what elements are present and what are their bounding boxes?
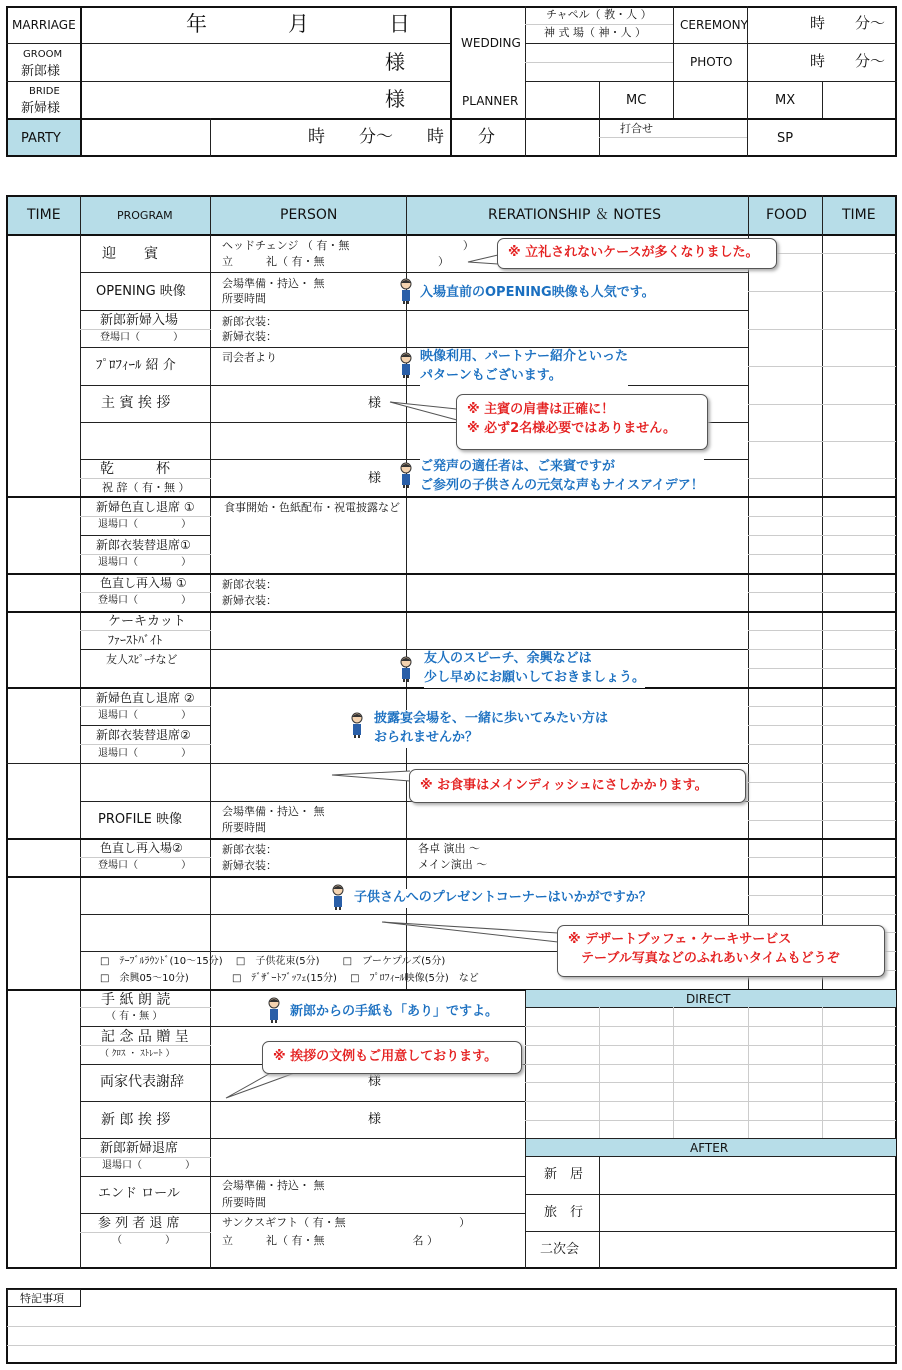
col-time-2: TIME xyxy=(842,207,876,223)
exit-door-3: 退場口（ ） xyxy=(98,710,192,721)
staff-icon xyxy=(398,278,414,304)
program-couple-exit: 新郎新婦退席 xyxy=(100,1141,179,1156)
thanks-gift: サンクスギフト（ 有・無 ） xyxy=(222,1216,471,1229)
groom-costume: 新郎衣装： xyxy=(222,315,277,328)
after-title: AFTER xyxy=(690,1141,729,1155)
ceremony-label: CEREMONY xyxy=(680,18,748,32)
callout-standing-bow: ※ 立礼されないケースが多くなりました。 xyxy=(497,238,777,269)
program-groom-retreat-2: 新郎衣装替退席② xyxy=(96,728,191,742)
special-notes-label: 特記事項 xyxy=(20,1292,64,1305)
main-performance: メイン演出 ～ xyxy=(418,858,488,871)
person-standing-bow: 立 礼（ 有・無 ） xyxy=(222,255,449,268)
program-guests-exit: 参 列 者 退 席 xyxy=(98,1216,180,1231)
toast-speech: 祝 辞（ 有・無 ） xyxy=(102,481,190,494)
callout-opening-video: 入場直前のOPENING映像も人気です。 xyxy=(420,284,655,303)
marriage-label: MARRIAGE xyxy=(12,18,76,32)
person-duration: 所要時間 xyxy=(222,292,266,305)
program-letter-reading: 手 紙 朗 読 xyxy=(101,992,171,1008)
col-time: TIME xyxy=(27,207,61,223)
callout-dessert-buffet: ※ デザートブッフェ・ケーキサービス テーブル写真などのふれあいタイムもどうぞ xyxy=(557,925,885,977)
program-welcome: 迎 賓 xyxy=(102,246,158,262)
program-family-thanks: 両家代表謝辞 xyxy=(100,1074,184,1090)
groom-costume-2: 新郎衣装： xyxy=(222,578,277,591)
callout-kids-present: 子供さんへのプレゼントコーナーはいかがですか？ xyxy=(354,889,652,908)
exit-door-2: 退場口（ ） xyxy=(98,557,192,568)
program-bride-retreat-1: 新婦色直し退席 ① xyxy=(96,500,195,514)
exit-door-1: 退場口（ ） xyxy=(98,519,192,530)
date-month: 月 xyxy=(288,12,309,36)
person-prep-3: 会場準備・持込・ 無 xyxy=(222,1179,325,1192)
mc-label: MC xyxy=(626,93,647,108)
program-couple-entrance: 新郎新婦入場 xyxy=(100,313,179,328)
shrine-label: 神 式 場（ 神・人 ） xyxy=(544,26,646,39)
photo-time: 時 分～ xyxy=(810,52,886,70)
exit-door-5: 退場口（ ） xyxy=(102,1160,196,1171)
program-opening-video: OPENING 映像 xyxy=(96,284,186,299)
program-friend-speech: 友人ｽﾋﾟｰﾁなど xyxy=(106,653,178,666)
callout-main-dish: ※ お食事はメインディッシュにさしかかります。 xyxy=(409,769,746,803)
program-profile-intro: ﾌﾟﾛﾌｨｰﾙ 紹 介 xyxy=(96,358,176,373)
col-notes: RERATIONSHIP ＆ NOTES xyxy=(488,207,662,223)
col-food: FOOD xyxy=(766,207,807,223)
standing-bow-2: 立 礼（ 有・無 名 ） xyxy=(222,1234,438,1247)
staff-icon xyxy=(398,656,414,682)
groom-suffix: 様 xyxy=(385,50,405,74)
callout-guest-speech: ※ 主賓の肩書は正確に！ ※ 必ず2名様必要ではありません。 xyxy=(456,394,708,450)
program-gift-presentation: 記 念 品 贈 呈 xyxy=(101,1029,189,1045)
options-line-1: □ ﾃｰﾌﾞﾙﾗｳﾝﾄﾞ(10～15分) □ 子供花束(5分) □ ブーケプルズ(5分) xyxy=(100,956,446,967)
mx-label: MX xyxy=(775,93,796,108)
groom-costume-3: 新郎衣装： xyxy=(222,843,277,856)
person-duration-2: 所要時間 xyxy=(222,821,266,834)
photo-label: PHOTO xyxy=(690,55,733,69)
bride-suffix: 様 xyxy=(385,87,405,111)
bride-costume-2: 新婦衣装： xyxy=(222,594,277,607)
entrance-door-2: 登場口（ ） xyxy=(98,595,192,606)
bride-costume-3: 新婦衣装： xyxy=(222,859,277,872)
staff-icon xyxy=(398,352,414,378)
bride-costume: 新婦衣装： xyxy=(222,330,277,343)
planner-label: PLANNER xyxy=(462,94,519,108)
callout-walk-venue: 披露宴会場を、一緒に歩いてみたい方は おられませんか？ xyxy=(374,710,608,748)
staff-icon xyxy=(398,462,414,488)
letter-yes-no: （ 有・無 ） xyxy=(106,1011,163,1022)
party-label: PARTY xyxy=(21,131,61,146)
after-travel: 旅 行 xyxy=(544,1205,584,1220)
entrance-door-3: 登場口（ ） xyxy=(98,860,192,871)
person-prep: 会場準備・持込・ 無 xyxy=(222,277,325,290)
groom-speech-sama: 様 xyxy=(368,1112,382,1127)
entrance-door: 登場口（ ） xyxy=(100,332,184,343)
direct-title: DIRECT xyxy=(686,992,731,1006)
groom-label: 新郎様 xyxy=(21,64,61,79)
program-profile-video: PROFILE 映像 xyxy=(98,812,183,827)
callout-speech-examples: ※ 挨拶の文例もご用意しております。 xyxy=(262,1041,522,1074)
after-new-home: 新 居 xyxy=(544,1167,584,1182)
staff-icon xyxy=(330,884,346,910)
after-after-party: 二次会 xyxy=(540,1242,580,1257)
col-person: PERSON xyxy=(280,207,338,223)
guests-exit-sub: （ ） xyxy=(112,1235,176,1246)
callout-profile-intro: 映像利用、パートナー紹介といった パターンもございます。 xyxy=(420,348,628,386)
program-re-entrance-1: 色直し再入場 ① xyxy=(100,576,187,590)
groom-label-en: GROOM xyxy=(23,49,63,60)
program-guest-speech: 主 賓 挨 拶 xyxy=(101,395,171,411)
program-cake-cut: ケーキカット xyxy=(108,614,186,629)
toast-sama: 様 xyxy=(368,471,382,486)
sp-label: SP xyxy=(777,131,794,146)
guest-speech-sama: 様 xyxy=(368,396,382,411)
date-day: 日 xyxy=(389,12,410,36)
staff-icon xyxy=(266,997,282,1023)
program-first-bite: ﾌｧｰｽﾄﾊﾞｲﾄ xyxy=(108,633,163,647)
program-groom-retreat-1: 新郎衣装替退席① xyxy=(96,538,191,552)
bride-label: 新婦様 xyxy=(21,101,61,116)
ceremony-time: 時 分～ xyxy=(810,14,886,32)
party-time: 時 分～ 時 分 xyxy=(308,127,495,147)
callout-groom-letter: 新郎からの手紙も「あり」ですよ。 xyxy=(290,1003,498,1022)
col-program: PROGRAM xyxy=(117,209,173,222)
person-head-change: ヘッドチェンジ （ 有・無 ） xyxy=(222,239,474,252)
wedding-label: WEDDING xyxy=(461,36,521,50)
program-groom-speech: 新 郎 挨 拶 xyxy=(101,1112,171,1128)
options-line-2: □ 余興05～10分) □ ﾃﾞｻﾞｰﾄﾌﾞｯﾌｪ(15分) □ ﾌﾟﾛﾌｨｰﾙ映像(5分) など xyxy=(100,973,479,984)
person-by-mc: 司会者より xyxy=(222,351,277,364)
callout-toast: ご発声の適任者は、ご来賓ですが ご参列の子供さんの元気な声もナイスアイデア！ xyxy=(420,458,704,496)
callout-friend-speech: 友人のスピーチ、余興などは 少し早めにお願いしておきましょう。 xyxy=(424,650,645,688)
person-duration-3: 所要時間 xyxy=(222,1196,266,1209)
person-meal-start: 食事開始・色紙配布・祝電披露など xyxy=(224,501,400,514)
bride-label-en: BRIDE xyxy=(29,86,60,97)
family-thanks-sama: 様 xyxy=(368,1074,382,1089)
program-re-entrance-2: 色直し再入場② xyxy=(100,841,183,855)
table-performance: 各卓 演出 ～ xyxy=(418,842,480,855)
program-bride-retreat-2: 新婦色直し退席 ② xyxy=(96,691,195,705)
staff-icon xyxy=(349,712,365,738)
date-year: 年 xyxy=(186,12,207,36)
person-prep-2: 会場準備・持込・ 無 xyxy=(222,805,325,818)
program-toast: 乾 杯 xyxy=(100,461,170,477)
gift-type: （ ｸﾛｽ ・ ｽﾄﾚｰﾄ ） xyxy=(100,1049,175,1059)
program-end-roll: エンド ロール xyxy=(98,1186,180,1201)
meeting-label: 打合せ xyxy=(620,122,653,135)
exit-door-4: 退場口（ ） xyxy=(98,748,192,759)
chapel-label: チャペル（ 教・人 ） xyxy=(546,8,652,21)
